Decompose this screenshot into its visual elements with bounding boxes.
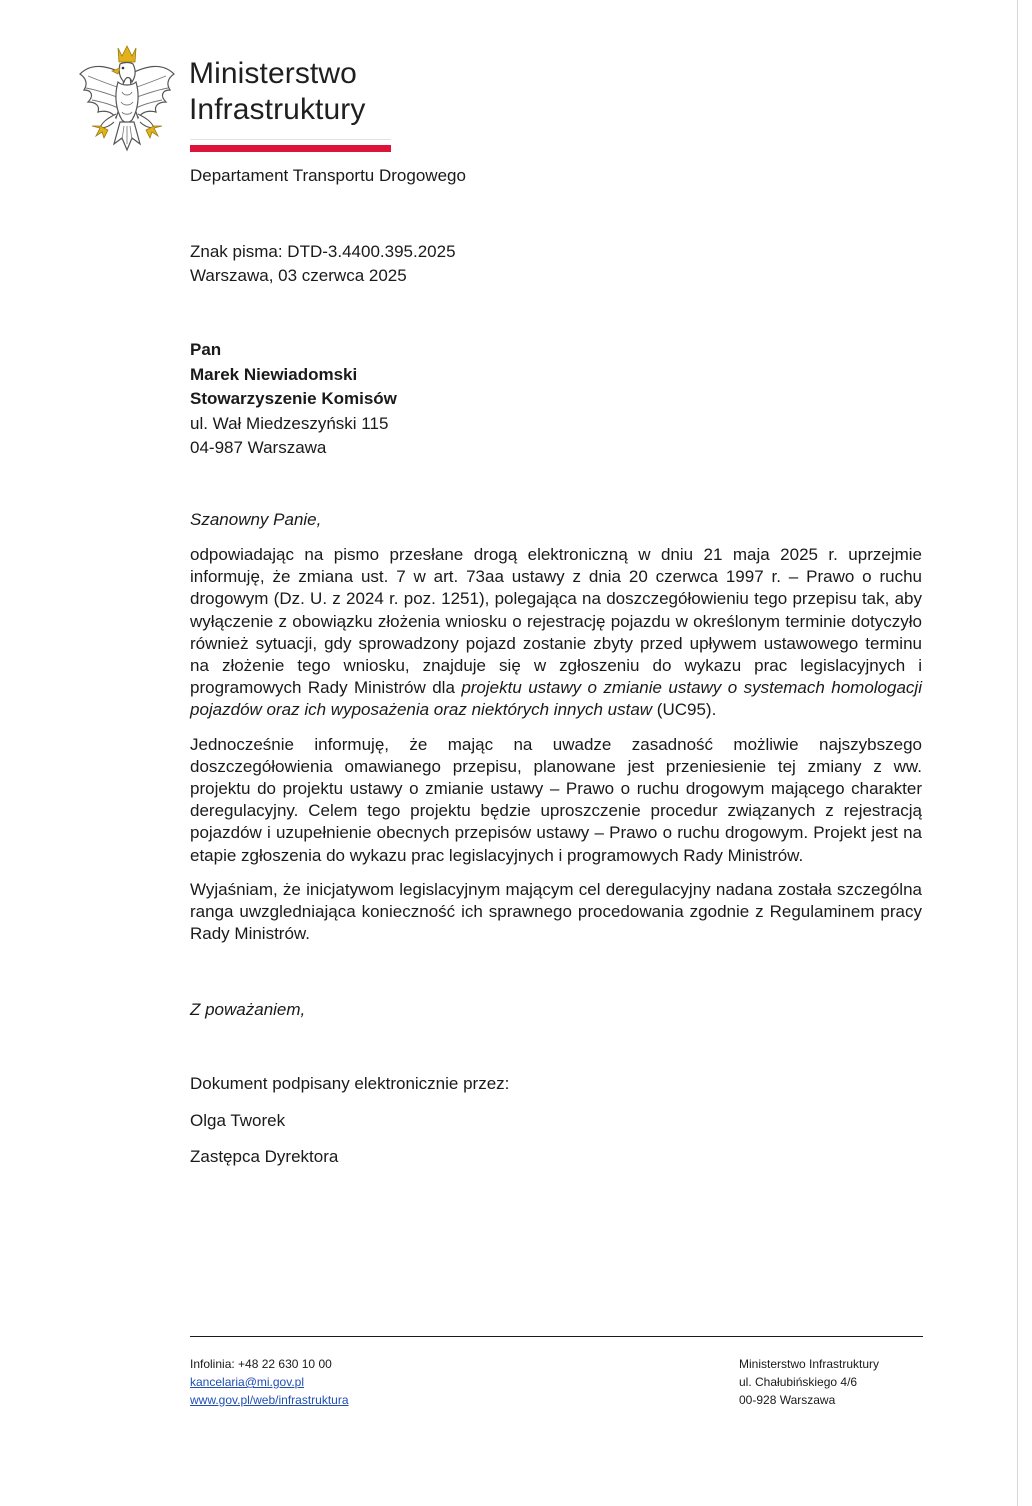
signer-position: Zastępca Dyrektora bbox=[190, 1147, 339, 1166]
signer-name: Olga Tworek bbox=[190, 1110, 286, 1130]
ministry-name bbox=[189, 56, 365, 128]
department-name: Departament Transportu Drogowego bbox=[190, 166, 466, 185]
footer-address bbox=[739, 1355, 879, 1409]
recipient-organization: Stowarzyszenie Komisów bbox=[190, 389, 397, 408]
footer-contact bbox=[190, 1355, 349, 1409]
paragraph-1-end: (UC95). bbox=[652, 700, 717, 720]
footer-org-city: 00-928 Warszawa bbox=[739, 1393, 836, 1407]
recipient-name: Marek Niewiadomski bbox=[190, 364, 358, 384]
recipient-title: Pan bbox=[190, 340, 222, 359]
flag-red-stripe bbox=[190, 145, 391, 152]
body-paragraph-2: Jednocześnie informuję, że mając na uwadze zasadność możliwie najszybszego doszczegółowienia omawianego przepisu, planowane jest przeniesienie tej zmiany z ww. projektu do projektu ustawy o zmianie ustawy – Prawo o ruchu drogowym mającego charakter deregulacyjny. Celem tego projektu będzie uproszczenie procedur związanych z rejestracją pojazdów i uzupełnienie obecnych przepisów ustawy – Prawo o ruchu drogowym. Projekt jest na etapie zgłoszenia do wykazu prac legislacyjnych i programowych Rady Ministrów. bbox=[190, 734, 922, 865]
signed-by-label: Dokument podpisany elektronicznie przez: bbox=[190, 1074, 510, 1093]
body-paragraph-1 bbox=[190, 544, 922, 722]
footer-email-link[interactable]: kancelaria@mi.gov.pl bbox=[190, 1375, 305, 1389]
footer-org-street: ul. Chałubińskiego 4/6 bbox=[739, 1375, 858, 1389]
ministry-name-line1: Ministerstwo bbox=[189, 57, 357, 90]
footer-org-name: Ministerstwo Infrastruktury bbox=[739, 1357, 880, 1371]
eagle-emblem-icon bbox=[78, 44, 176, 156]
letter-meta bbox=[190, 240, 456, 288]
footer-divider bbox=[190, 1336, 923, 1337]
footer-hotline: Infolinia: +48 22 630 10 00 bbox=[190, 1357, 332, 1371]
signature-block bbox=[190, 1073, 509, 1183]
letter-body bbox=[190, 544, 922, 957]
footer-website-link[interactable]: www.gov.pl/web/infrastruktura bbox=[190, 1393, 349, 1407]
body-paragraph-3: Wyjaśniam, że inicjatywom legislacyjnym mającym cel deregulacyjny nadana została szczególna ranga uwzgledniająca konieczność ich sprawnego procedowania zgodnie z Regulaminem pracy Rady Ministrów. bbox=[190, 879, 922, 944]
page-edge bbox=[1017, 0, 1018, 1506]
paragraph-1-italic-title: projektu ustawy o zmianie ustawy o systemach homologacji pojazdów oraz ich wyposażenia oraz niektórych innych ustaw bbox=[190, 678, 922, 720]
place-date: Warszawa, 03 czerwca 2025 bbox=[190, 266, 407, 285]
recipient-city: 04-987 Warszawa bbox=[190, 438, 327, 457]
polish-flag-bar bbox=[190, 139, 391, 153]
recipient-street: ul. Wał Miedzeszyński 115 bbox=[190, 413, 389, 433]
closing: Z poważaniem, bbox=[190, 1000, 306, 1019]
paragraph-1-text: odpowiadając na pismo przesłane drogą elektroniczną w dniu 21 maja 2025 r. uprzejmie informuję, że zmiana ust. 7 w art. 73aa ustawy z dnia 20 czerwca 1997 r. – Prawo o ruchu drogowym (Dz. U. z 2024 r. poz. 1251), polegająca na doszczegółowieniu tego przepisu tak, aby wyłączenie z obowiązku złożenia wniosku o rejestrację pojazdu w określonym terminie dotyczyło również sytuacji, gdy sprowadzony pojazd zostanie zbyty przed upływem ustawowego terminu na złożenie tego wniosku, znajduje się w zgłoszeniu do wykazu prac legislacyjnych i programowych Rady Ministrów dla bbox=[190, 545, 922, 698]
ministry-name-line2: Infrastruktury bbox=[189, 93, 366, 126]
salutation: Szanowny Panie, bbox=[190, 510, 322, 529]
recipient-address bbox=[190, 338, 397, 461]
reference-number: Znak pisma: DTD-3.4400.395.2025 bbox=[190, 242, 456, 261]
